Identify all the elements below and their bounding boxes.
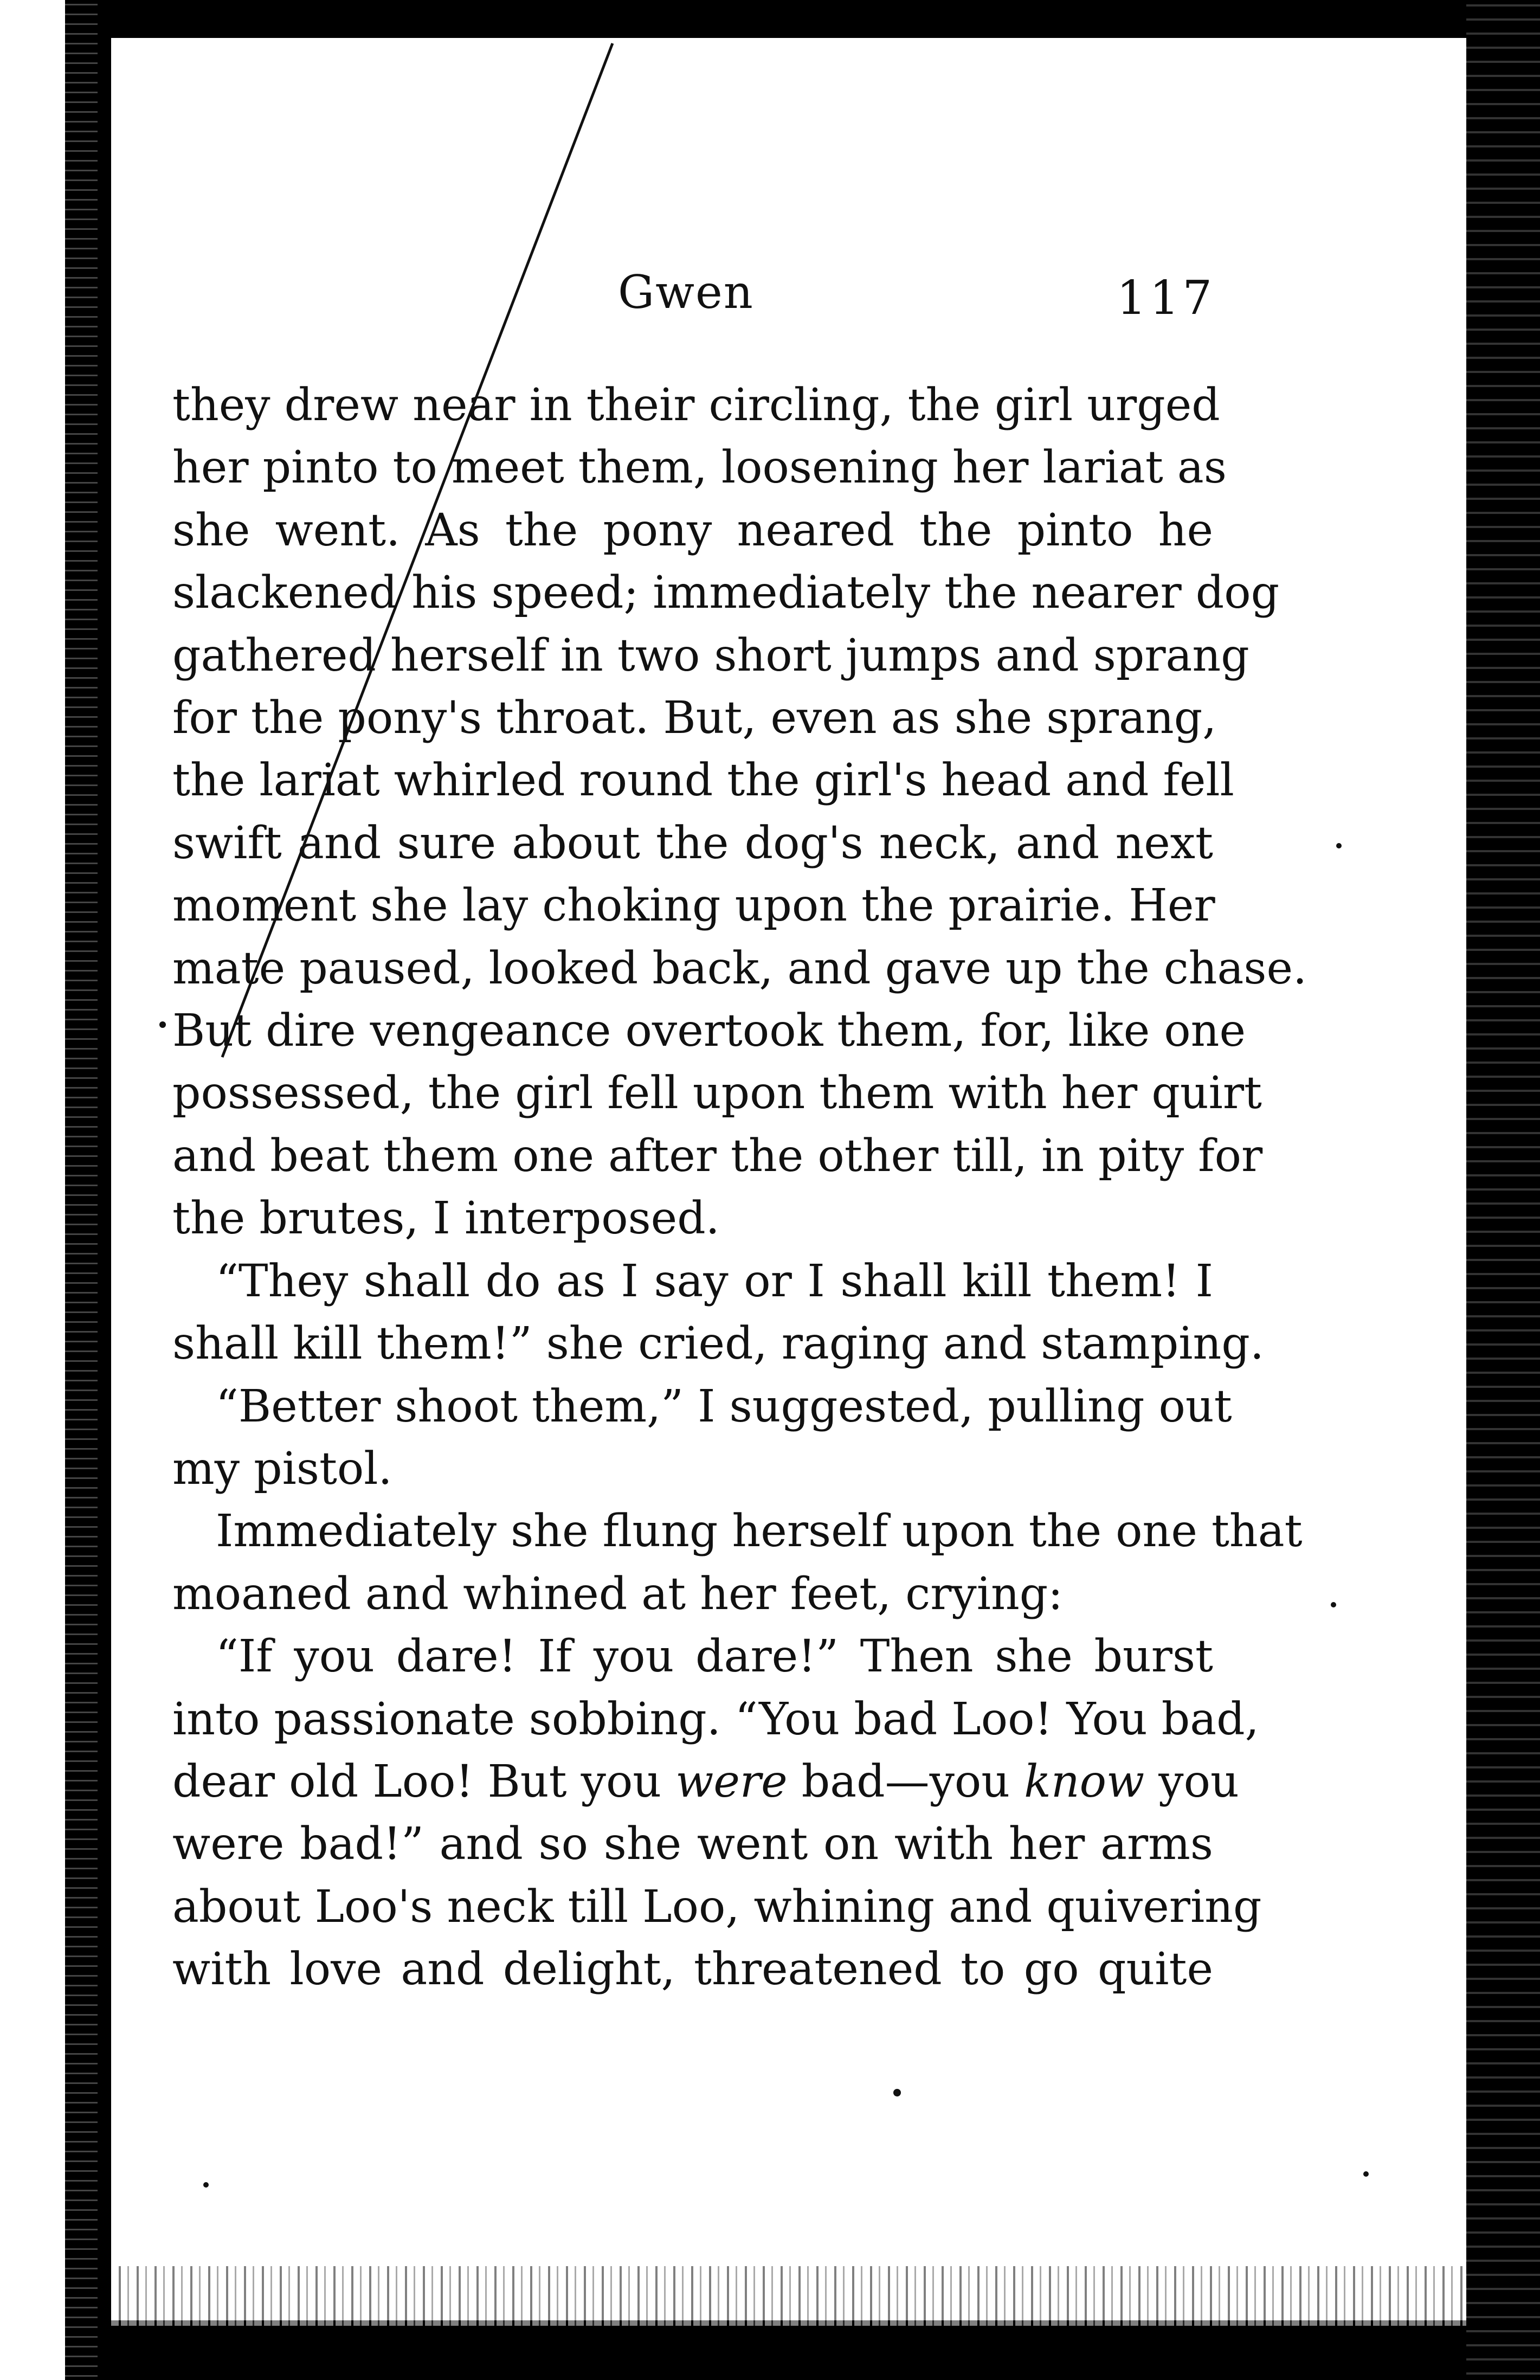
text-line: the brutes, I interposed. bbox=[172, 1193, 720, 1245]
ink-speck bbox=[893, 2089, 901, 2096]
text-line: gathered herself in two short jumps and sprang bbox=[172, 629, 1249, 681]
text-line: were bad!” and so she went on with her arms bbox=[172, 1818, 1213, 1870]
text-run: dear old Loo! But you bbox=[172, 1755, 676, 1807]
diagonal-pen-line bbox=[222, 43, 613, 1057]
text-line: swift and sure about the dog's neck, and next bbox=[172, 817, 1213, 869]
ink-speck bbox=[1336, 843, 1342, 848]
text-line: and beat them one after the other till, in pity for bbox=[172, 1130, 1263, 1182]
page-number: 117 bbox=[1117, 271, 1216, 325]
ink-speck bbox=[1363, 2171, 1369, 2177]
running-head: Gwen bbox=[618, 266, 754, 319]
text-line: my pistol. bbox=[172, 1443, 392, 1495]
text-line: But dire vengeance overtook them, for, like one bbox=[172, 1005, 1246, 1057]
ink-speck bbox=[159, 1021, 166, 1028]
ink-speck bbox=[203, 2182, 209, 2188]
text-line: shall kill them!” she cried, raging and stamping. bbox=[172, 1318, 1264, 1370]
text-line: “They shall do as I say or I shall kill them! I bbox=[216, 1255, 1213, 1307]
text-line: the lariat whirled round the girl's head and fell bbox=[172, 755, 1234, 807]
text-line: she went. As the pony neared the pinto he bbox=[172, 504, 1213, 556]
text-line: mate paused, looked back, and gave up the chase. bbox=[172, 942, 1307, 994]
italic-word: were bbox=[675, 1755, 788, 1807]
text-line: Immediately she flung herself upon the one that bbox=[216, 1506, 1303, 1558]
text-line: with love and delight, threatened to go quite bbox=[172, 1944, 1213, 1996]
text-line: about Loo's neck till Loo, whining and quivering bbox=[172, 1881, 1262, 1933]
text-run: you bbox=[1144, 1755, 1239, 1807]
ink-speck bbox=[1331, 1602, 1336, 1607]
italic-word: know bbox=[1024, 1755, 1145, 1807]
text-line: possessed, the girl fell upon them with her quirt bbox=[172, 1067, 1262, 1120]
text-line: “If you dare! If you dare!” Then she burst bbox=[216, 1631, 1213, 1683]
text-line: “Better shoot them,” I suggested, pulling out bbox=[216, 1380, 1232, 1432]
text-run: bad—you bbox=[787, 1755, 1024, 1807]
text-line: her pinto to meet them, loosening her lariat as bbox=[172, 442, 1227, 494]
text-line: they drew near in their circling, the girl urged bbox=[172, 379, 1220, 431]
text-line: slackened his speed; immediately the nearer dog bbox=[172, 567, 1280, 619]
text-line: moment she lay choking upon the prairie. Her bbox=[172, 880, 1215, 932]
text-line: into passionate sobbing. “You bad Loo! You bad, bbox=[172, 1693, 1259, 1745]
text-line: moaned and whined at her feet, crying: bbox=[172, 1568, 1063, 1620]
text-line: for the pony's throat. But, even as she sprang, bbox=[172, 692, 1217, 744]
